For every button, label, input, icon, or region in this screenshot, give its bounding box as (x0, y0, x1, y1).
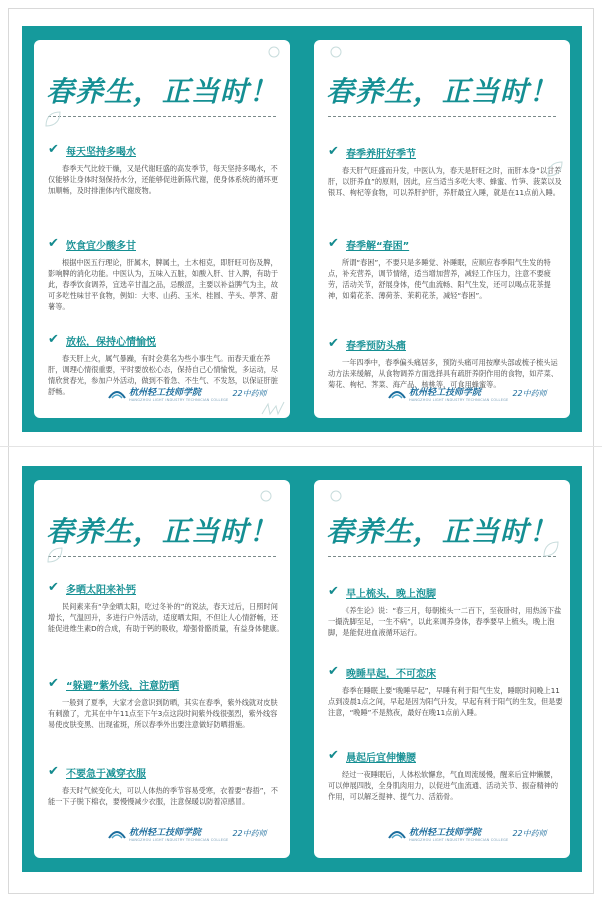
section-title: 早上梳头，晚上泡脚 (346, 588, 436, 600)
poster-title: 春养生，正当时！ (45, 75, 278, 108)
check-icon: ✔ (48, 236, 59, 251)
section (48, 236, 284, 312)
poster-1 (22, 26, 302, 432)
school-logo-icon (388, 828, 406, 840)
school-footer (108, 385, 267, 402)
title-divider (48, 116, 276, 117)
school-name-en: HANGZHOU LIGHT INDUSTRY TECHNICIAN COLLEGE (129, 398, 229, 402)
poster-title: 春养生，正当时！ (45, 515, 278, 548)
section-body: 一年四季中，春季偏头痛居多，预防头痛可用按摩头部或梳子梳头运动方法来缓解，从食物调养方面选择具有疏肝养阴作用的食物，如芹菜、菊花、枸杞、荠菜、海产品、核桃等，可食用蜂蜜等。 (328, 358, 559, 389)
section (328, 748, 564, 802)
school-name: 杭州轻工技师学院 HANGZHOU LIGHT INDUSTRY TECHNICIAN COLLEGE (129, 388, 229, 402)
school-name-en: HANGZHOU LIGHT INDUSTRY TECHNICIAN COLLEGE (129, 838, 229, 842)
school-name: 杭州轻工技师学院 HANGZHOU LIGHT INDUSTRY TECHNICIAN COLLEGE (409, 828, 509, 842)
check-icon: ✔ (328, 584, 339, 599)
section (328, 236, 564, 301)
poster-2 (302, 26, 582, 432)
school-name-en: HANGZHOU LIGHT INDUSTRY TECHNICIAN COLLEGE (409, 398, 509, 402)
sun-icon (254, 484, 278, 508)
section-title: 春季预防头痛 (346, 340, 406, 352)
poster-title: 春养生，正当时！ (325, 515, 558, 548)
section (328, 144, 564, 198)
section (48, 764, 284, 807)
divider (0, 446, 602, 447)
title-divider (328, 556, 556, 557)
check-icon: ✔ (328, 664, 339, 679)
section-title: 春季养肝好季节 (346, 148, 416, 160)
poster-4 (302, 466, 582, 872)
school-logo-icon (108, 388, 126, 400)
poster-title: 春养生，正当时！ (325, 75, 558, 108)
sun-icon (262, 40, 286, 64)
check-icon: ✔ (328, 748, 339, 763)
section-body: 所谓“春困”，不要只是多睡觉、补睡眠，应顺应春季阳气生发的特点，补充营养，调节情绪，适当增加营养，减轻工作压力，注意不要疲劳，活动关节，舒展身体，使气血流畅、阳气生发，还可以喝点花茶提神，如菊花茶、薄荷茶、茉莉花茶，减轻“春困”。 (328, 258, 551, 300)
check-icon: ✔ (48, 764, 59, 779)
poster-card (314, 40, 570, 418)
section-body: 春季在睡眠上要“晚睡早起”，早睡有利于阳气生发，睡眠时间晚上11点到凌晨1点之间，早起是因为阳气升发，早起有利于阳气的生发，但是要注意，“晚睡”不是熬夜，最好在晚11点前入睡。 (328, 686, 563, 717)
section-title: 放松，保持心情愉悦 (66, 336, 156, 348)
leaf-icon (542, 540, 560, 558)
section-title: “躲避”紫外线，注意防晒 (66, 680, 180, 692)
title-divider (328, 116, 556, 117)
section (328, 336, 564, 390)
section-body: 《养生论》说：“春三月，每朝梳头一二百下，至夜卧时，用热汤下盐一撮洗脚至足，一生不病”，以此来调养身体，春季要早上梳头，晚上泡脚，是能促进血液循环运行。 (328, 606, 562, 637)
sun-icon (324, 484, 348, 508)
school-logo-icon (388, 388, 406, 400)
class-name: 22中药师 (512, 829, 547, 838)
school-name: 杭州轻工技师学院 HANGZHOU LIGHT INDUSTRY TECHNICIAN COLLEGE (129, 828, 229, 842)
section-title: 晨起后宜伸懒腰 (346, 752, 416, 764)
section-title: 饮食宜少酸多甘 (66, 240, 136, 252)
section-body: 民间素来有“孕金晒太阳，吃过冬补的”的说法，春天过后，日照时间增长，气温回升，多进行户外活动，适度晒太阳，不但让人心情舒畅，还能促进维生素D的合成，有助于钙的吸收，增强骨骼质量，有益身体健康。 (48, 602, 284, 633)
section-title: 不要急于减穿衣服 (66, 768, 146, 780)
check-icon: ✔ (328, 236, 339, 251)
check-icon: ✔ (48, 332, 59, 347)
section (328, 664, 564, 718)
section (328, 584, 564, 638)
school-name-en: HANGZHOU LIGHT INDUSTRY TECHNICIAN COLLEGE (409, 838, 509, 842)
school-logo-icon (108, 828, 126, 840)
leaf-icon (46, 546, 64, 564)
leaf-icon (44, 110, 62, 128)
school-name: 杭州轻工技师学院 HANGZHOU LIGHT INDUSTRY TECHNICIAN COLLEGE (409, 388, 509, 402)
section-body: 一般到了夏季，大家才会意识到防晒，其实在春季，紫外线就对皮肤有刺激了，尤其在中午11点至下午3点这段时间紫外线很强烈，紫外线容易使皮肤变黑、出现雀斑，所以春季外出要注意做好防晒措施。 (48, 698, 278, 729)
class-name: 22中药师 (232, 389, 267, 398)
class-name: 22中药师 (232, 829, 267, 838)
section-title: 多晒太阳来补钙 (66, 584, 136, 596)
school-footer (388, 385, 547, 402)
check-icon: ✔ (48, 580, 59, 595)
check-icon: ✔ (328, 336, 339, 351)
poster-card (34, 480, 290, 858)
school-footer (388, 825, 547, 842)
section-body: 春季天气比较干燥，又是代谢旺盛的高发季节，每天坚持多喝水，不仅能够让身体时刻保持水分，还能够促进新陈代谢，使身体系统的循环更加顺畅，及时排泄体内代谢废物。 (48, 164, 279, 195)
section-body: 春天肝气旺盛而升发，中医认为，春天是肝旺之时，而肝本身“以甘养肝，以肝养血”的原则，因此，应当适当多吃大枣、蜂蜜、竹笋、菠菜以及银耳、枸杞等食物，可以养肝护肝，养肝最宜入睡，就是在11点前入睡。 (328, 166, 562, 197)
section (48, 580, 284, 634)
leaf-icon (260, 400, 286, 416)
title-divider (48, 556, 276, 557)
leaf-icon (546, 160, 564, 178)
section-body: 经过一夜睡眠后，人体松软懈怠，气血周流缓慢，醒来后宜伸懒腰，可以伸展四肢，全身肌肉用力，以促进气血流通、活动关节、振奋精神的作用，可以解乏提神、提气力、活筋骨。 (328, 770, 559, 801)
poster-3 (22, 466, 302, 872)
section-title: 每天坚持多喝水 (66, 146, 136, 158)
class-name: 22中药师 (512, 389, 547, 398)
section-title: 春季解“春困” (346, 240, 410, 252)
poster-card (314, 480, 570, 858)
check-icon: ✔ (328, 144, 339, 159)
section (48, 142, 284, 196)
poster-card (34, 40, 290, 418)
section (48, 676, 284, 730)
check-icon: ✔ (48, 142, 59, 157)
section-body: 根据中医五行理论，肝属木，脾属土，土木相克，即肝旺可伤及脾，影响脾的消化功能。中医认为，五味入五脏，如酸入肝、甘入脾，有助于此，春季饮食调养，宜选辛甘温之品，忌酸涩，主要以补益脾气为主，故可多吃性味甘平食物，例如：大枣、山药、玉米、桂圆、芋头、荸荠、甜薯等。 (48, 258, 279, 311)
section-body: 春天肝上火，属气暴躁，有时会莫名为些小事生气。而春天重在养肝，调理心情很重要，平时要放松心态，保持自己心情愉悦，多运动，尽情欣赏春光，参加户外活动，做到不着急、不生气、不发怒，以保证肝脏舒畅。 (48, 354, 279, 396)
section-title: 晚睡早起，不可恋床 (346, 668, 436, 680)
check-icon: ✔ (48, 676, 59, 691)
school-footer (108, 825, 267, 842)
section-body: 春天时气候变化大，可以人体热的季节容易受寒，衣着要“春捂”，不能一下子脱下棉衣，要慢慢减少衣服，注意保暖以防着凉感冒。 (48, 786, 278, 806)
sun-icon (324, 40, 348, 64)
